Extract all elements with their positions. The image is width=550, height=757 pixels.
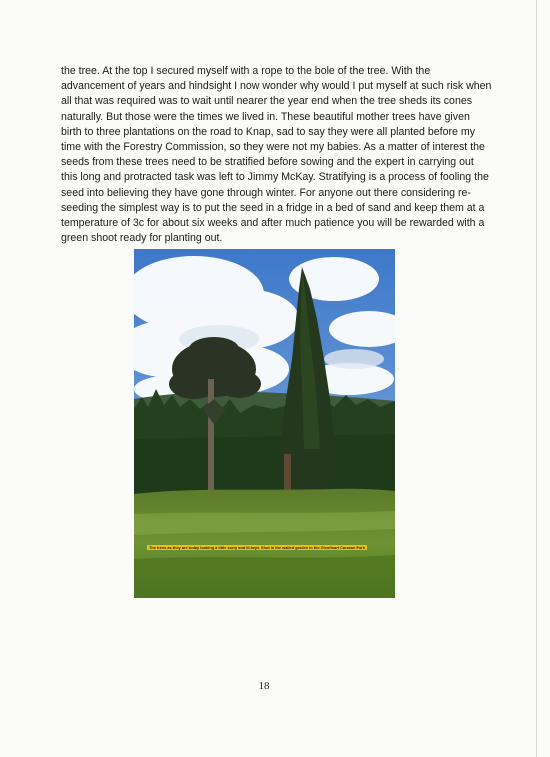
body-paragraph: [61, 64, 497, 246]
paragraph-line: this long and protracted task was left to Jimmy McKay. Stratifying is a process of fooling the: [61, 171, 489, 184]
paragraph-line: advancement of years and hindsight I now wonder why would I put myself at such risk when: [61, 80, 492, 93]
paragraph-line: green shoot ready for planting out.: [61, 232, 223, 245]
paragraph-line: temperature of 3c for about six weeks and after much patience you will be rewarded with a: [61, 217, 485, 230]
paragraph-line: seeding the simplest way is to put the seed in a fridge in a bed of sand and keep them at a: [61, 201, 485, 214]
paragraph-line: time with the Forestry Commission, so they were not my babies. As a matter of interest the: [61, 141, 485, 154]
paragraph-line: all that was required was to wait until nearer the year end when the tree sheds its cones: [61, 95, 473, 108]
page-number: 18: [258, 680, 270, 692]
paragraph-line: seeds from these trees need to be stratified before sowing and the expert in carrying out: [61, 156, 474, 169]
paragraph-line: naturally. But those were the times we lived in. These beautiful mother trees have given: [61, 110, 470, 123]
paragraph-line: the tree. At the top I secured myself with a rope to the bole of the tree. With the: [61, 65, 431, 77]
paragraph-line: seed into believing they have gone through winter. For anyone out there considering re-: [61, 186, 471, 199]
photo-caption: The trees as they are today looking a little sorry and ill-kept. Shot in the walled garden in the Glenfinart Caravan Park: [149, 545, 365, 550]
paragraph-line: birth to three plantations on the road to Knap, sad to say they were all planted before my: [61, 125, 475, 138]
scan-edge-line: [536, 0, 537, 757]
